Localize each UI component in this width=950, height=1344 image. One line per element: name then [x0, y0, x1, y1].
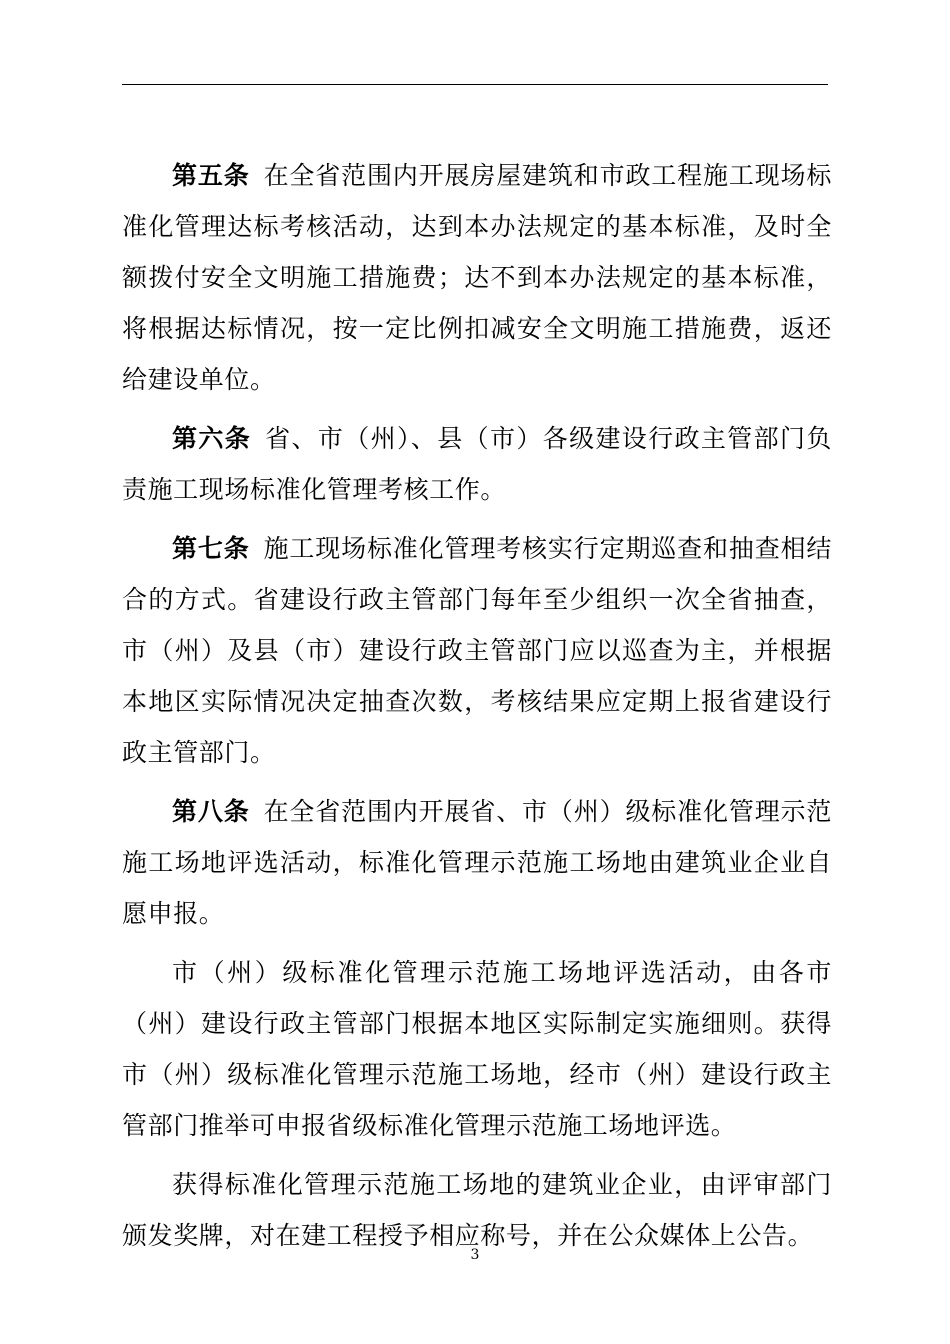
page-number: 3: [470, 1247, 480, 1263]
article-5-paragraph: [122, 150, 832, 405]
article-text: 在全省范围内开展房屋建筑和市政工程施工现场标准化管理达标考核活动，达到本办法规定的基本标准，及时全额拨付安全文明施工措施费；达不到本办法规定的基本标准，将根据达标情况，按一定比例扣减安全文明施工措施费，返还给建设单位。: [122, 161, 833, 394]
article-6-paragraph: [122, 413, 832, 515]
body-paragraph: [122, 947, 832, 1151]
article-label: 第八条: [172, 797, 250, 826]
article-label: 第六条: [172, 424, 252, 453]
article-label: 第七条: [172, 534, 250, 563]
paragraph-text: 市（州）级标准化管理示范施工场地评选活动，由各市（州）建设行政主管部门根据本地区实际制定实施细则。获得市（州）级标准化管理示范施工场地，经市（州）建设行政主管部门推举可申报省级标准化管理示范施工场地评选。: [122, 958, 832, 1140]
document-body: [122, 150, 832, 1269]
header-rule: [122, 84, 828, 85]
article-8-paragraph: [122, 786, 832, 939]
article-text: 在全省范围内开展省、市（州）级标准化管理示范施工场地评选活动，标准化管理示范施工场地由建筑业企业自愿申报。: [122, 797, 833, 928]
article-text: 施工现场标准化管理考核实行定期巡查和抽查相结合的方式。省建设行政主管部门每年至少组织一次全省抽查，市（州）及县（市）建设行政主管部门应以巡查为主，并根据本地区实际情况决定抽查次数，考核结果应定期上报省建设行政主管部门。: [122, 534, 833, 767]
article-label: 第五条: [172, 161, 250, 190]
article-7-paragraph: [122, 523, 832, 778]
paragraph-text: 获得标准化管理示范施工场地的建筑业企业，由评审部门颁发奖牌，对在建工程授予相应称号，并在公众媒体上公告。: [122, 1170, 832, 1250]
article-text: 省、市（州）、县（市）各级建设行政主管部门负责施工现场标准化管理考核工作。: [122, 424, 833, 504]
